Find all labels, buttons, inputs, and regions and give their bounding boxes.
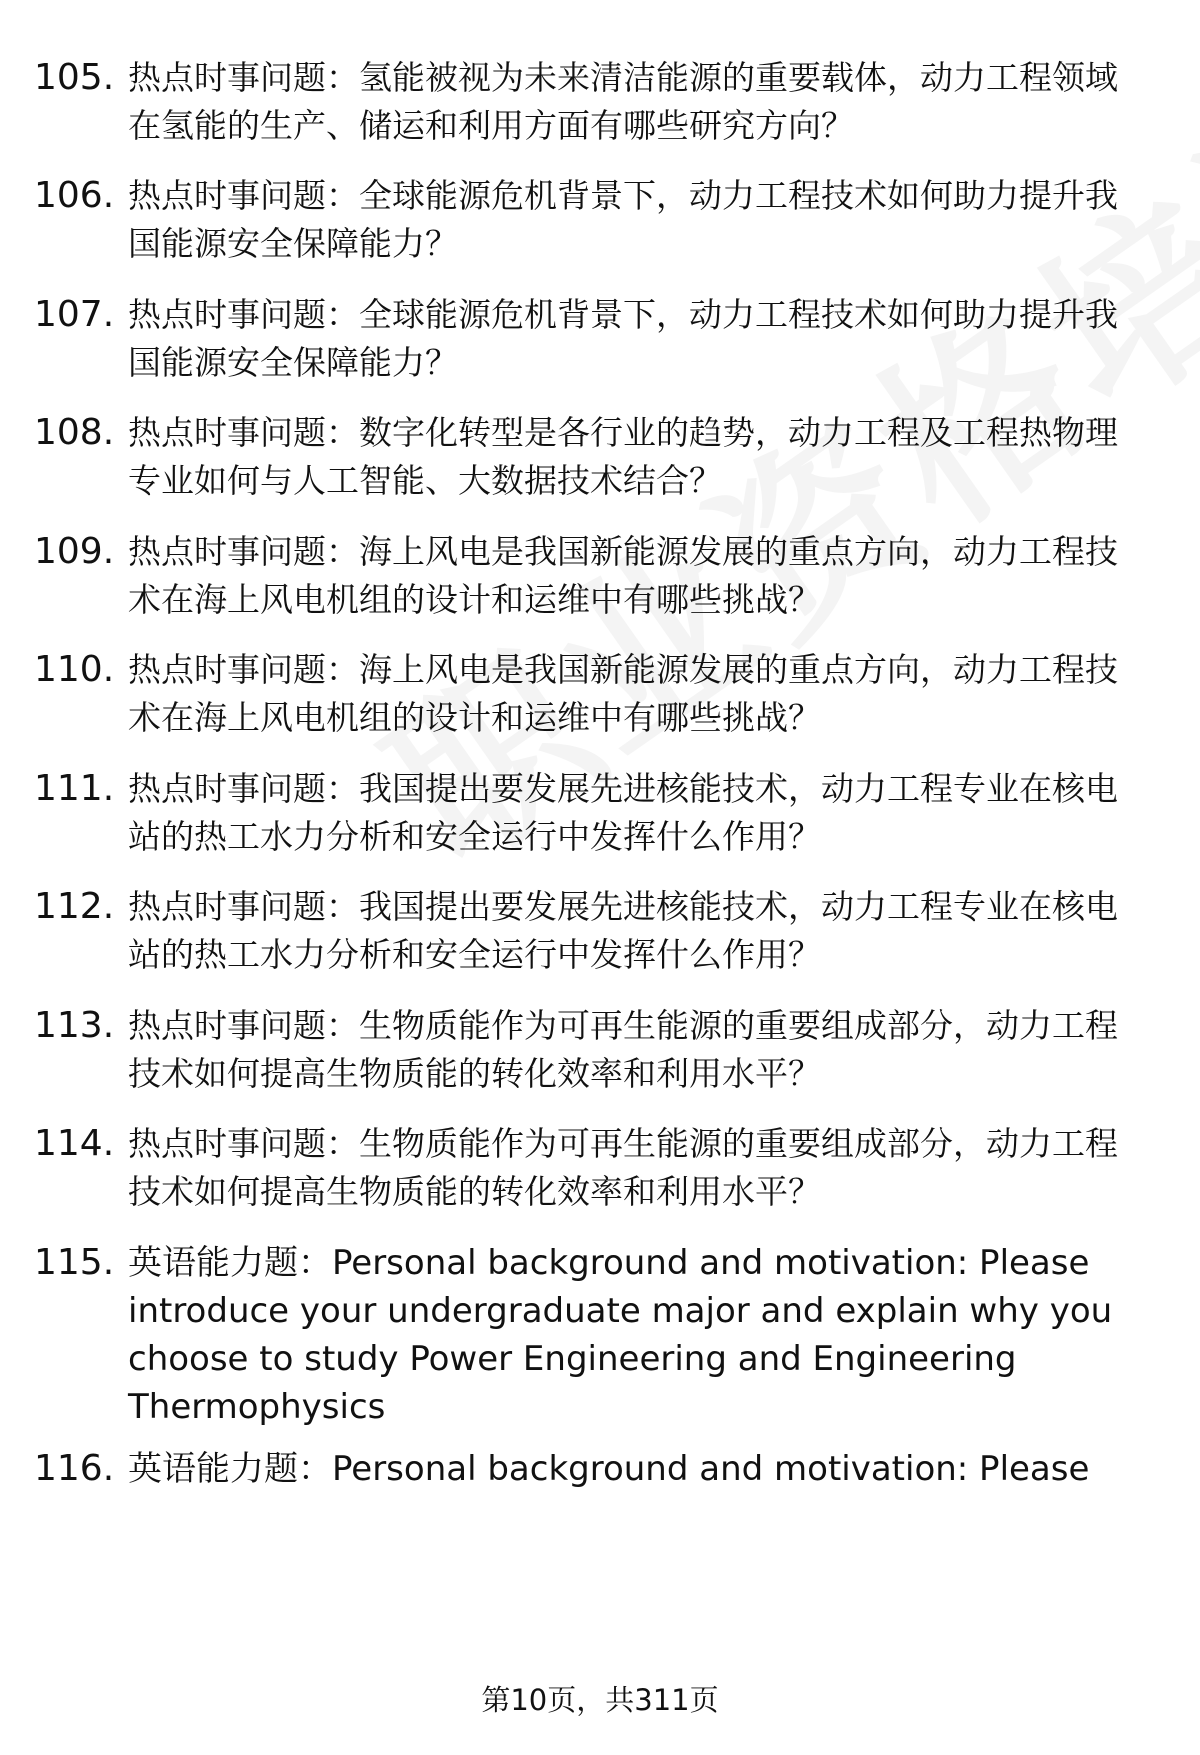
question-number: 112. [34, 886, 115, 927]
question-text: 热点时事问题：我国提出要发展先进核能技术，动力工程专业在核电站的热工水力分析和安全运行中发挥什么作用？ [128, 769, 1118, 856]
question-text: 英语能力题：Personal background and motivation: Please [128, 1449, 1090, 1489]
question-number: 108. [34, 412, 115, 453]
page-footer: 第10页，共311页 [481, 1683, 719, 1717]
question-text: 英语能力题：Personal background and motivation: Please introduce your undergraduate major and explain why you choose to study Power Engineering and Engineering Thermophysics [128, 1243, 1113, 1427]
question-number: 109. [34, 531, 115, 572]
question-number: 115. [34, 1242, 115, 1283]
question-text: 热点时事问题：海上风电是我国新能源发展的重点方向，动力工程技术在海上风电机组的设计和运维中有哪些挑战？ [128, 650, 1118, 737]
question-text: 热点时事问题：氢能被视为未来清洁能源的重要载体，动力工程领域在氢能的生产、储运和利用方面有哪些研究方向？ [128, 58, 1118, 145]
question-text: 热点时事问题：我国提出要发展先进核能技术，动力工程专业在核电站的热工水力分析和安全运行中发挥什么作用？ [128, 887, 1118, 974]
question-number: 110. [34, 649, 115, 690]
question-number: 107. [34, 294, 115, 335]
question-text: 热点时事问题：海上风电是我国新能源发展的重点方向，动力工程技术在海上风电机组的设计和运维中有哪些挑战？ [128, 532, 1118, 619]
question-number: 116. [34, 1448, 115, 1489]
question-number: 113. [34, 1005, 115, 1046]
question-number: 114. [34, 1123, 115, 1164]
question-text: 热点时事问题：生物质能作为可再生能源的重要组成部分，动力工程技术如何提高生物质能的转化效率和利用水平？ [128, 1006, 1118, 1093]
question-text: 热点时事问题：数字化转型是各行业的趋势，动力工程及工程热物理专业如何与人工智能、大数据技术结合？ [128, 413, 1118, 500]
question-text: 热点时事问题：生物质能作为可再生能源的重要组成部分，动力工程技术如何提高生物质能的转化效率和利用水平？ [128, 1124, 1118, 1211]
question-text: 热点时事问题：全球能源危机背景下，动力工程技术如何助力提升我国能源安全保障能力？ [128, 176, 1118, 263]
question-number: 111. [34, 768, 115, 809]
question-number: 106. [34, 175, 115, 216]
question-number: 105. [34, 57, 115, 98]
question-text: 热点时事问题：全球能源危机背景下，动力工程技术如何助力提升我国能源安全保障能力？ [128, 295, 1118, 382]
